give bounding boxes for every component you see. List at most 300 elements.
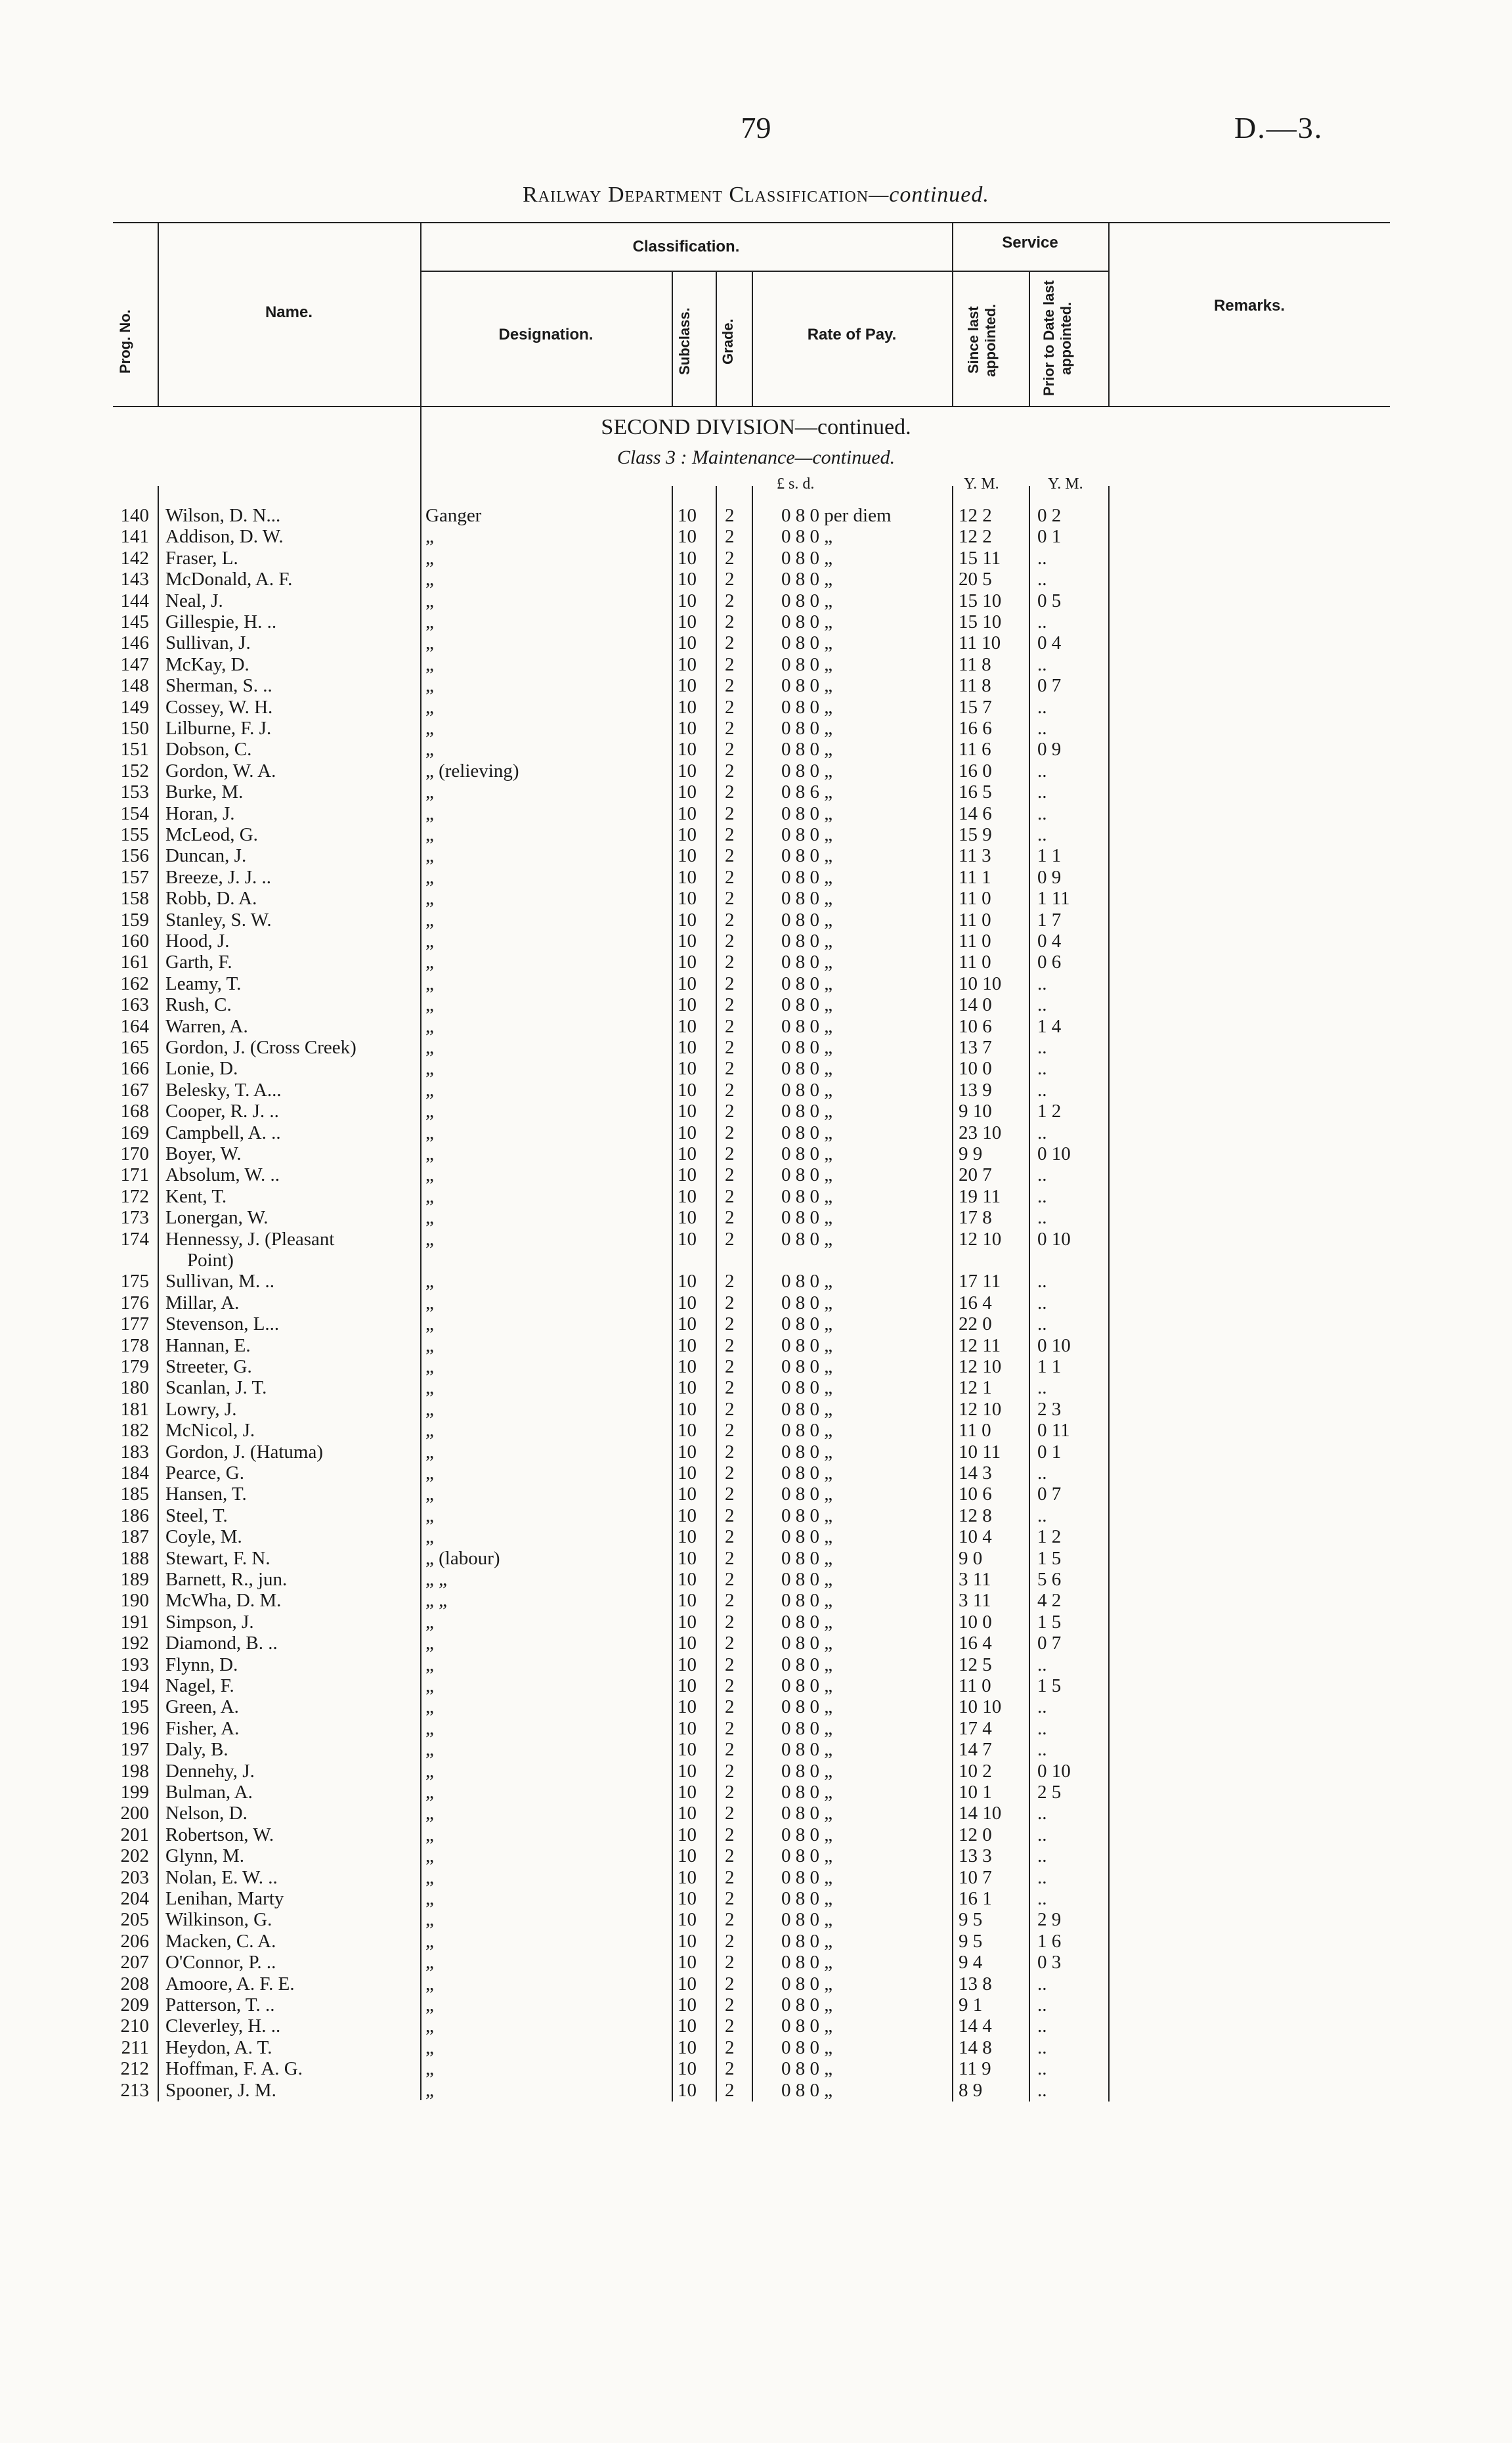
service-since-last: 9 9 <box>959 1143 983 1164</box>
rate-of-pay: 0 8 0 „ <box>781 1037 833 1058</box>
designation: „ <box>425 1611 434 1633</box>
service-since-last: 10 10 <box>959 973 1002 994</box>
grade: 2 <box>725 611 735 632</box>
service-prior: 0 9 <box>1037 739 1062 760</box>
subclass: 10 <box>678 1994 697 2015</box>
prog-no: 167 <box>120 1079 149 1101</box>
service-prior: .. <box>1037 824 1047 845</box>
designation: „ <box>425 2058 434 2080</box>
table-row <box>0 1952 1512 1973</box>
employee-name: Hennessy, J. (Pleasant <box>165 1228 335 1250</box>
employee-name: Heydon, A. T. <box>165 2036 272 2058</box>
designation: „ <box>425 1463 434 1484</box>
rate-of-pay: 0 8 0 „ <box>781 845 833 867</box>
subclass: 10 <box>678 569 697 590</box>
rate-of-pay: 0 8 0 „ <box>781 1866 833 1888</box>
employee-name: Coyle, M. <box>165 1526 242 1548</box>
rate-of-pay: 0 8 0 „ <box>781 569 833 590</box>
service-since-last: 14 0 <box>959 994 992 1016</box>
grade: 2 <box>725 590 735 611</box>
subclass: 10 <box>678 1866 697 1888</box>
rate-of-pay: 0 8 0 „ <box>781 866 833 888</box>
prog-no: 161 <box>120 952 149 973</box>
subclass: 10 <box>678 1824 697 1845</box>
table-row <box>0 2016 1512 2036</box>
employee-name: Glynn, M. <box>165 1845 245 1867</box>
designation: „ <box>425 1164 434 1186</box>
designation: „ <box>425 1377 434 1399</box>
employee-name: Boyer, W. <box>165 1143 242 1164</box>
service-since-last: 12 8 <box>959 1505 992 1526</box>
service-since-last: 9 10 <box>959 1101 992 1122</box>
prog-no: 163 <box>120 994 149 1016</box>
service-prior: 0 10 <box>1037 1760 1071 1782</box>
grade: 2 <box>725 675 735 697</box>
service-prior: 0 9 <box>1037 866 1062 888</box>
rate-of-pay: 0 8 0 „ <box>781 1101 833 1122</box>
subclass: 10 <box>678 1334 697 1356</box>
service-prior: .. <box>1037 569 1047 590</box>
subclass: 10 <box>678 505 697 526</box>
rate-of-pay: 0 8 0 „ <box>781 1207 833 1229</box>
table-row <box>0 1271 1512 1292</box>
prog-no: 210 <box>120 2015 149 2037</box>
table-row <box>0 1336 1512 1356</box>
subclass: 10 <box>678 931 697 952</box>
grade: 2 <box>725 1398 735 1420</box>
grade: 2 <box>725 1717 735 1739</box>
employee-name: McKay, D. <box>165 653 249 675</box>
rate-of-pay: 0 8 0 „ <box>781 1888 833 1909</box>
grade: 2 <box>725 1547 735 1569</box>
rate-of-pay: 0 8 0 „ <box>781 1398 833 1420</box>
designation: „ <box>425 1824 434 1845</box>
rate-of-pay: 0 8 0 „ <box>781 2015 833 2037</box>
service-prior: 0 10 <box>1037 1228 1071 1250</box>
service-since-last: 12 1 <box>959 1377 992 1399</box>
employee-name: Sherman, S. .. <box>165 675 272 697</box>
table-row <box>0 1187 1512 1207</box>
employee-name: Amoore, A. F. E. <box>165 1973 295 1994</box>
prog-no: 166 <box>120 1058 149 1080</box>
rate-of-pay: 0 8 0 „ <box>781 1760 833 1782</box>
prior-units: Y. M. <box>1048 475 1083 493</box>
service-prior: .. <box>1037 1866 1047 1888</box>
subclass: 10 <box>678 1739 697 1761</box>
service-prior: .. <box>1037 1654 1047 1675</box>
subclass: 10 <box>678 1441 697 1463</box>
designation: „ <box>425 1079 434 1101</box>
prog-no: 177 <box>120 1313 149 1335</box>
page-title <box>0 183 1512 208</box>
service-since-last: 14 8 <box>959 2036 992 2058</box>
service-prior: 0 4 <box>1037 931 1062 952</box>
subclass: 10 <box>678 1463 697 1484</box>
table-row <box>0 1357 1512 1377</box>
service-prior: .. <box>1037 1696 1047 1718</box>
designation: „ <box>425 1185 434 1207</box>
subclass: 10 <box>678 1377 697 1399</box>
service-since-last: 15 11 <box>959 547 1001 569</box>
table-row <box>0 1017 1512 1037</box>
service-prior: .. <box>1037 1739 1047 1761</box>
service-since-last: 16 5 <box>959 781 992 803</box>
service-since-last: 12 10 <box>959 1356 1002 1377</box>
designation: „ <box>425 866 434 888</box>
service-since-last: 10 7 <box>959 1866 992 1888</box>
prog-no: 198 <box>120 1760 149 1782</box>
employee-name: Rush, C. <box>165 994 232 1016</box>
rate-of-pay: 0 8 0 „ <box>781 1994 833 2015</box>
designation: „ <box>425 845 434 867</box>
grade: 2 <box>725 1356 735 1377</box>
service-prior: .. <box>1037 2058 1047 2080</box>
subclass: 10 <box>678 1058 697 1080</box>
table-row <box>0 1889 1512 1909</box>
service-prior: .. <box>1037 760 1047 781</box>
employee-name: Steel, T. <box>165 1505 228 1526</box>
service-since-last: 9 0 <box>959 1547 983 1569</box>
prog-no: 150 <box>120 718 149 739</box>
service-prior: .. <box>1037 547 1047 569</box>
employee-name: Green, A. <box>165 1696 239 1718</box>
subclass: 10 <box>678 1675 697 1696</box>
employee-name: Sullivan, J. <box>165 632 251 654</box>
designation: „ <box>425 1717 434 1739</box>
table-row <box>0 1697 1512 1717</box>
subclass: 10 <box>678 1526 697 1548</box>
table-row <box>0 1165 1512 1185</box>
page-number: 79 <box>741 111 771 144</box>
designation: „ <box>425 1037 434 1058</box>
designation: „ <box>425 1952 434 1973</box>
service-prior: .. <box>1037 1207 1047 1229</box>
rate-of-pay: 0 8 0 „ <box>781 526 833 548</box>
grade: 2 <box>725 1803 735 1824</box>
service-prior: 1 2 <box>1037 1101 1062 1122</box>
grade: 2 <box>725 1930 735 1952</box>
prog-no: 145 <box>120 611 149 632</box>
prog-no: 196 <box>120 1717 149 1739</box>
service-prior: .. <box>1037 611 1047 632</box>
rate-of-pay: 0 8 0 „ <box>781 675 833 697</box>
table-row <box>0 1633 1512 1654</box>
subclass: 10 <box>678 1717 697 1739</box>
subclass: 10 <box>678 1952 697 1973</box>
service-since-last: 14 7 <box>959 1739 992 1761</box>
rate-of-pay: 0 8 0 „ <box>781 1696 833 1718</box>
prog-no: 160 <box>120 931 149 952</box>
service-since-last: 13 9 <box>959 1079 992 1101</box>
grade: 2 <box>725 718 735 739</box>
service-prior: 1 5 <box>1037 1547 1062 1569</box>
service-since-last: 14 4 <box>959 2015 992 2037</box>
grade: 2 <box>725 1058 735 1080</box>
prog-no: 184 <box>120 1463 149 1484</box>
employee-name: Gillespie, H. .. <box>165 611 277 632</box>
employee-name: Kent, T. <box>165 1185 227 1207</box>
table-row <box>0 1399 1512 1420</box>
prog-no: 148 <box>120 675 149 697</box>
prog-no: 186 <box>120 1505 149 1526</box>
grade: 2 <box>725 1973 735 1994</box>
table-row <box>0 1549 1512 1569</box>
service-since-last: 11 0 <box>959 888 991 910</box>
employee-name: Diamond, B. .. <box>165 1633 278 1654</box>
prog-no: 203 <box>120 1866 149 1888</box>
rate-of-pay: 0 8 0 „ <box>781 1952 833 1973</box>
grade: 2 <box>725 1271 735 1292</box>
designation: „ <box>425 632 434 654</box>
subclass: 10 <box>678 1015 697 1037</box>
service-prior: .. <box>1037 653 1047 675</box>
service-prior: 2 3 <box>1037 1398 1062 1420</box>
service-prior: 1 5 <box>1037 1675 1062 1696</box>
designation: „ <box>425 952 434 973</box>
employee-name: Macken, C. A. <box>165 1930 276 1952</box>
table-row <box>0 506 1512 526</box>
rate-of-pay: 0 8 0 „ <box>781 718 833 739</box>
table-row <box>0 868 1512 888</box>
table-row <box>0 1293 1512 1313</box>
prog-no: 189 <box>120 1569 149 1590</box>
designation: „ <box>425 2036 434 2058</box>
table-row <box>0 718 1512 739</box>
grade: 2 <box>725 760 735 781</box>
service-since-last: 11 0 <box>959 931 991 952</box>
subclass: 10 <box>678 1696 697 1718</box>
grade: 2 <box>725 973 735 994</box>
service-since-last: 10 10 <box>959 1696 1002 1718</box>
rate-of-pay: 0 8 0 „ <box>781 1143 833 1164</box>
rate-of-pay: 0 8 0 „ <box>781 824 833 845</box>
subclass: 10 <box>678 1037 697 1058</box>
grade: 2 <box>725 803 735 824</box>
grade: 2 <box>725 1526 735 1548</box>
rate-of-pay: 0 8 0 „ <box>781 1803 833 1824</box>
table-row <box>0 782 1512 803</box>
subclass: 10 <box>678 1356 697 1377</box>
rate-of-pay: 0 8 0 „ <box>781 1164 833 1186</box>
header-name: Name. <box>265 303 313 321</box>
subclass: 10 <box>678 1760 697 1782</box>
service-since-last: 23 10 <box>959 1122 1002 1143</box>
prog-no: 157 <box>120 866 149 888</box>
service-prior: 1 2 <box>1037 1526 1062 1548</box>
document-reference: D.—3. <box>1234 111 1324 144</box>
service-prior: 0 2 <box>1037 505 1062 526</box>
table-row <box>0 1782 1512 1803</box>
prog-no: 164 <box>120 1015 149 1037</box>
grade: 2 <box>725 1164 735 1186</box>
prog-no: 143 <box>120 569 149 590</box>
designation: „ <box>425 1334 434 1356</box>
subclass: 10 <box>678 696 697 718</box>
service-since-last: 15 9 <box>959 824 992 845</box>
prog-no: 174 <box>120 1228 149 1250</box>
designation: „ <box>425 1845 434 1867</box>
designation: „ <box>425 718 434 739</box>
grade: 2 <box>725 547 735 569</box>
designation: „ <box>425 526 434 548</box>
designation: „ <box>425 1526 434 1548</box>
header-prior-to-date: Prior to Date last appointed. <box>1041 280 1074 397</box>
service-since-last: 9 4 <box>959 1952 983 1973</box>
prog-no: 176 <box>120 1292 149 1313</box>
grade: 2 <box>725 1228 735 1250</box>
subclass: 10 <box>678 1611 697 1633</box>
rate-of-pay: 0 8 0 „ <box>781 1654 833 1675</box>
designation: „ <box>425 1909 434 1931</box>
service-prior: 1 6 <box>1037 1930 1062 1952</box>
table-row <box>0 804 1512 824</box>
table-row <box>0 1868 1512 1888</box>
grade: 2 <box>725 696 735 718</box>
employee-name: Cossey, W. H. <box>165 696 273 718</box>
designation: „ <box>425 1101 434 1122</box>
employee-name: Nagel, F. <box>165 1675 234 1696</box>
table-row <box>0 569 1512 590</box>
table-row <box>0 1144 1512 1164</box>
service-since-last: 16 0 <box>959 760 992 781</box>
designation: Ganger <box>425 505 482 526</box>
prog-no: 168 <box>120 1101 149 1122</box>
rate-of-pay: 0 8 0 „ <box>781 803 833 824</box>
designation: „ „ <box>425 1569 447 1590</box>
employee-name: McNicol, J. <box>165 1420 255 1442</box>
rate-of-pay: 0 8 0 „ <box>781 1484 833 1505</box>
service-since-last: 10 0 <box>959 1611 992 1633</box>
table-row <box>0 1612 1512 1633</box>
grade: 2 <box>725 505 735 526</box>
service-prior: .. <box>1037 1803 1047 1824</box>
rate-of-pay: 0 8 0 „ <box>781 1611 833 1633</box>
service-since-last: 11 0 <box>959 952 991 973</box>
grade: 2 <box>725 1122 735 1143</box>
grade: 2 <box>725 1313 735 1335</box>
table-row <box>0 1123 1512 1143</box>
grade: 2 <box>725 888 735 910</box>
employee-name: Lonie, D. <box>165 1058 238 1080</box>
subclass: 10 <box>678 1228 697 1250</box>
service-prior: 0 6 <box>1037 952 1062 973</box>
subclass: 10 <box>678 866 697 888</box>
employee-name: Nolan, E. W. .. <box>165 1866 278 1888</box>
table-row <box>0 655 1512 675</box>
employee-name: Dobson, C. <box>165 739 252 760</box>
prog-no: 195 <box>120 1696 149 1718</box>
designation: „ <box>425 803 434 824</box>
service-since-last: 14 10 <box>959 1803 1002 1824</box>
service-prior: .. <box>1037 1845 1047 1867</box>
employee-name: Hannan, E. <box>165 1334 251 1356</box>
service-since-last: 11 10 <box>959 632 1001 654</box>
grade: 2 <box>725 1037 735 1058</box>
employee-name: Fisher, A. <box>165 1717 240 1739</box>
service-since-last: 10 6 <box>959 1015 992 1037</box>
grade: 2 <box>725 994 735 1016</box>
designation: „ <box>425 888 434 910</box>
service-prior: .. <box>1037 1377 1047 1399</box>
prog-no: 146 <box>120 632 149 654</box>
division-heading: SECOND DIVISION—continued. <box>601 415 911 439</box>
designation: „ <box>425 1675 434 1696</box>
subclass: 10 <box>678 1547 697 1569</box>
table-row <box>0 1463 1512 1484</box>
subclass: 10 <box>678 1143 697 1164</box>
service-since-last: 9 1 <box>959 1994 983 2015</box>
designation: „ <box>425 1058 434 1080</box>
prog-no: 141 <box>120 526 149 548</box>
table-row-continuation <box>0 1250 1512 1271</box>
table-row <box>0 931 1512 952</box>
grade: 2 <box>725 1782 735 1803</box>
designation: „ <box>425 909 434 931</box>
service-since-last: 11 3 <box>959 845 991 867</box>
service-prior: .. <box>1037 1292 1047 1313</box>
employee-name: Warren, A. <box>165 1015 248 1037</box>
table-row <box>0 1484 1512 1505</box>
grade: 2 <box>725 2079 735 2101</box>
grade: 2 <box>725 1185 735 1207</box>
service-prior: .. <box>1037 1058 1047 1080</box>
subclass: 10 <box>678 1271 697 1292</box>
rate-of-pay: 0 8 0 „ <box>781 632 833 654</box>
table-row <box>0 548 1512 569</box>
prog-no: 208 <box>120 1973 149 1994</box>
service-prior: .. <box>1037 994 1047 1016</box>
rate-of-pay: 0 8 0 „ <box>781 1633 833 1654</box>
designation: „ <box>425 1356 434 1377</box>
service-since-last: 12 0 <box>959 1824 992 1845</box>
grade: 2 <box>725 1505 735 1526</box>
service-prior: 0 10 <box>1037 1334 1071 1356</box>
service-prior: 4 2 <box>1037 1590 1062 1612</box>
subclass: 10 <box>678 803 697 824</box>
table-row <box>0 1761 1512 1782</box>
subclass: 10 <box>678 1930 697 1952</box>
subclass: 10 <box>678 2079 697 2101</box>
subclass: 10 <box>678 526 697 548</box>
service-since-last: 17 11 <box>959 1271 1001 1292</box>
table-row <box>0 1719 1512 1739</box>
employee-name: Hood, J. <box>165 931 230 952</box>
table-row <box>0 1420 1512 1441</box>
subclass: 10 <box>678 952 697 973</box>
rate-of-pay: 0 8 0 „ <box>781 1675 833 1696</box>
table-row <box>0 697 1512 718</box>
header-rate-of-pay: Rate of Pay. <box>807 326 897 343</box>
table-row <box>0 952 1512 973</box>
service-since-last: 9 5 <box>959 1930 983 1952</box>
service-since-last: 10 11 <box>959 1441 1001 1463</box>
grade: 2 <box>725 1207 735 1229</box>
employee-name: Barnett, R., jun. <box>165 1569 288 1590</box>
rate-of-pay: 0 8 0 „ <box>781 1909 833 1931</box>
designation: „ <box>425 824 434 845</box>
designation: „ <box>425 1633 434 1654</box>
designation: „ <box>425 1654 434 1675</box>
prog-no: 149 <box>120 696 149 718</box>
rate-of-pay: 0 8 0 „ <box>781 611 833 632</box>
service-prior: 1 11 <box>1037 888 1070 910</box>
rate-of-pay: 0 8 6 „ <box>781 781 833 803</box>
prog-no: 188 <box>120 1547 149 1569</box>
rate-of-pay: 0 8 0 „ <box>781 1569 833 1590</box>
grade: 2 <box>725 2058 735 2080</box>
designation: „ <box>425 2015 434 2037</box>
subclass: 10 <box>678 1845 697 1867</box>
